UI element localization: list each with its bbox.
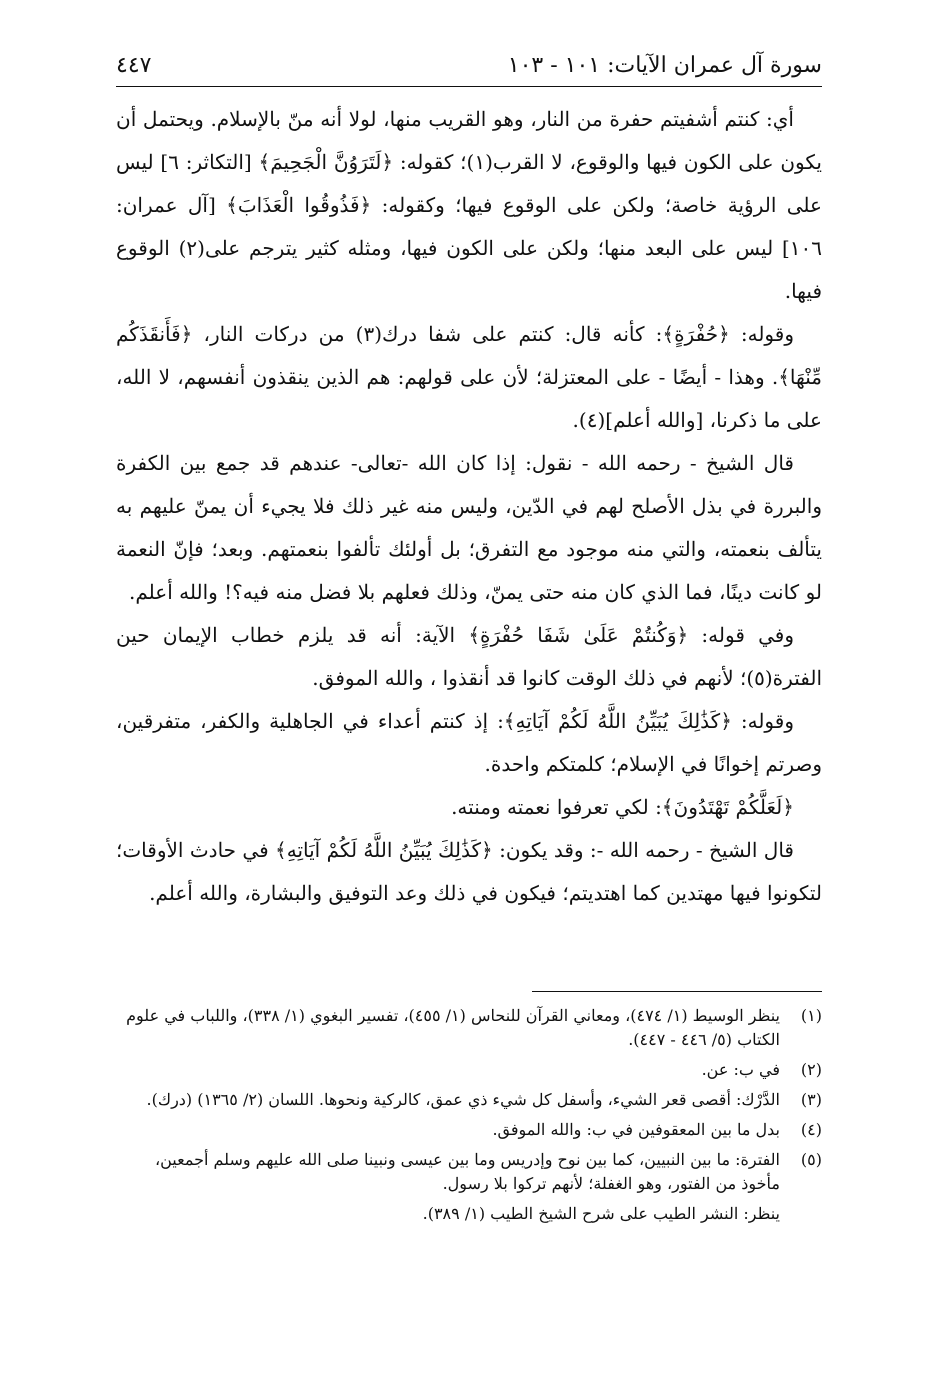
footnote-source: ينظر: النشر الطيب على شرح الشيخ الطيب (١/ ٣٨٩). xyxy=(422,1204,780,1223)
paragraph: قال الشيخ - رحمه الله - نقول: إذا كان الله -تعالى- عندهم قد جمع بين الكفرة والبررة في بذل الأصلح لهم في الدّين، وليس منه غير ذلك فلا يجيء أن يمنّ عليهم به يتألف بنعمته، والتي منه موجود مع التفرق؛ بل أولئك تألفوا بنعمتهم. وبعد؛ فإنّ النعمة لو كانت دينًا، فما الذي كان منه حتى يمنّ، وذلك فعلهم بلا فضل منه فيه؟! والله أعلم. xyxy=(116,451,822,604)
footnote-text: ينظر الوسيط (١/ ٤٧٤)، ومعاني القرآن للنحاس (١/ ٤٥٥)، تفسير البغوي (١/ ٣٣٨)، واللباب في علوم الكتاب (٥/ ٤٤٦ - ٤٤٧). xyxy=(126,1006,780,1049)
running-title: سورة آل عمران الآيات: ١٠١ - ١٠٣ xyxy=(507,53,822,78)
paragraph: وفي قوله: ﴿وَكُنتُمْ عَلَىٰ شَفَا حُفْرَةٍ﴾ الآية: أنه قد يلزم خطاب الإيمان حين الفترة(٥)؛ لأنهم في ذلك الوقت كانوا قد أنقذوا ، والله الموفق. xyxy=(116,623,822,690)
footnote-number: (٣) xyxy=(800,1090,822,1109)
footnote-text: الفترة: ما بين النبيين، كما بين نوح وإدريس وما بين عيسى ونبينا صلى الله عليهم وسلم أجمعين، مأخوذ من الفتور، وهو الغفلة؛ لأنهم تركوا بلا رسول. xyxy=(154,1150,780,1193)
footnote-number: (١) xyxy=(800,1006,822,1025)
footnote xyxy=(116,1058,822,1082)
footnote-number: (٥) xyxy=(800,1150,822,1169)
running-header xyxy=(116,40,822,80)
paragraph: ﴿لَعَلَّكُمْ تَهْتَدُونَ﴾: لكي تعرفوا نعمته ومنته. xyxy=(451,795,794,819)
footnote-number: (٢) xyxy=(800,1060,822,1079)
paragraph: وقوله: ﴿حُفْرَةٍ﴾: كأنه قال: كنتم على شفا درك(٣) من دركات النار، ﴿فَأَنقَذَكُم مِّنْهَا﴾. وهذا - أيضًا - على المعتزلة؛ لأن على قولهم: هم الذين ينقذون أنفسهم، لا الله، على ما ذكرنا، [والله أعلم](٤). xyxy=(116,322,822,432)
header-rule xyxy=(116,86,822,87)
paragraph: قال الشيخ - رحمه الله -: وقد يكون: ﴿كَذَٰلِكَ يُبَيِّنُ اللَّهُ لَكُمْ آيَاتِهِ﴾ في حادث الأوقات؛ لتكونوا فيها مهتدين كما اهتديتم؛ فيكون في ذلك وعد التوفيق والبشارة، والله أعلم. xyxy=(116,838,822,905)
footnotes xyxy=(116,1004,822,1226)
footnote-text: بدل ما بين المعقوفين في ب: والله الموفق. xyxy=(492,1120,780,1139)
footnote xyxy=(116,1004,822,1052)
paragraph: وقوله: ﴿كَذَٰلِكَ يُبَيِّنُ اللَّهُ لَكُمْ آيَاتِهِ﴾: إذ كنتم أعداء في الجاهلية والكفر، متفرقين، وصرتم إخوانًا في الإسلام؛ كلمتكم واحدة. xyxy=(116,709,822,776)
paragraph: أي: كنتم أشفيتم حفرة من النار، وهو القريب منها، لولا أنه منّ بالإسلام. ويحتمل أن يكون على الكون فيها والوقوع، لا القرب(١)؛ كقوله: ﴿لَتَرَوُنَّ الْجَحِيمَ﴾ [التكاثر: ٦] ليس على الرؤية خاصة؛ ولكن على الوقوع فيها؛ وكقوله: ﴿فَذُوقُوا الْعَذَابَ﴾ [آل عمران: ١٠٦] ليس على البعد منها؛ ولكن على الكون فيها، ومثله كثير يترجم على(٢) الوقوع فيها. xyxy=(116,107,823,303)
main-text xyxy=(116,98,822,915)
footnote xyxy=(116,1088,822,1112)
footnote-text: في ب: عن. xyxy=(701,1060,780,1079)
footnote-rule xyxy=(532,991,822,992)
footnote xyxy=(116,1148,822,1196)
page-number: ٤٤٧ xyxy=(116,53,152,78)
footnote-number: (٤) xyxy=(800,1120,822,1139)
footnote-text: الدَّرْك: أقصى قعر الشيء، وأسفل كل شيء ذي عمق، كالركية ونحوها. اللسان (٢/ ١٣٦٥) (درك). xyxy=(146,1090,780,1109)
footnote xyxy=(116,1118,822,1142)
